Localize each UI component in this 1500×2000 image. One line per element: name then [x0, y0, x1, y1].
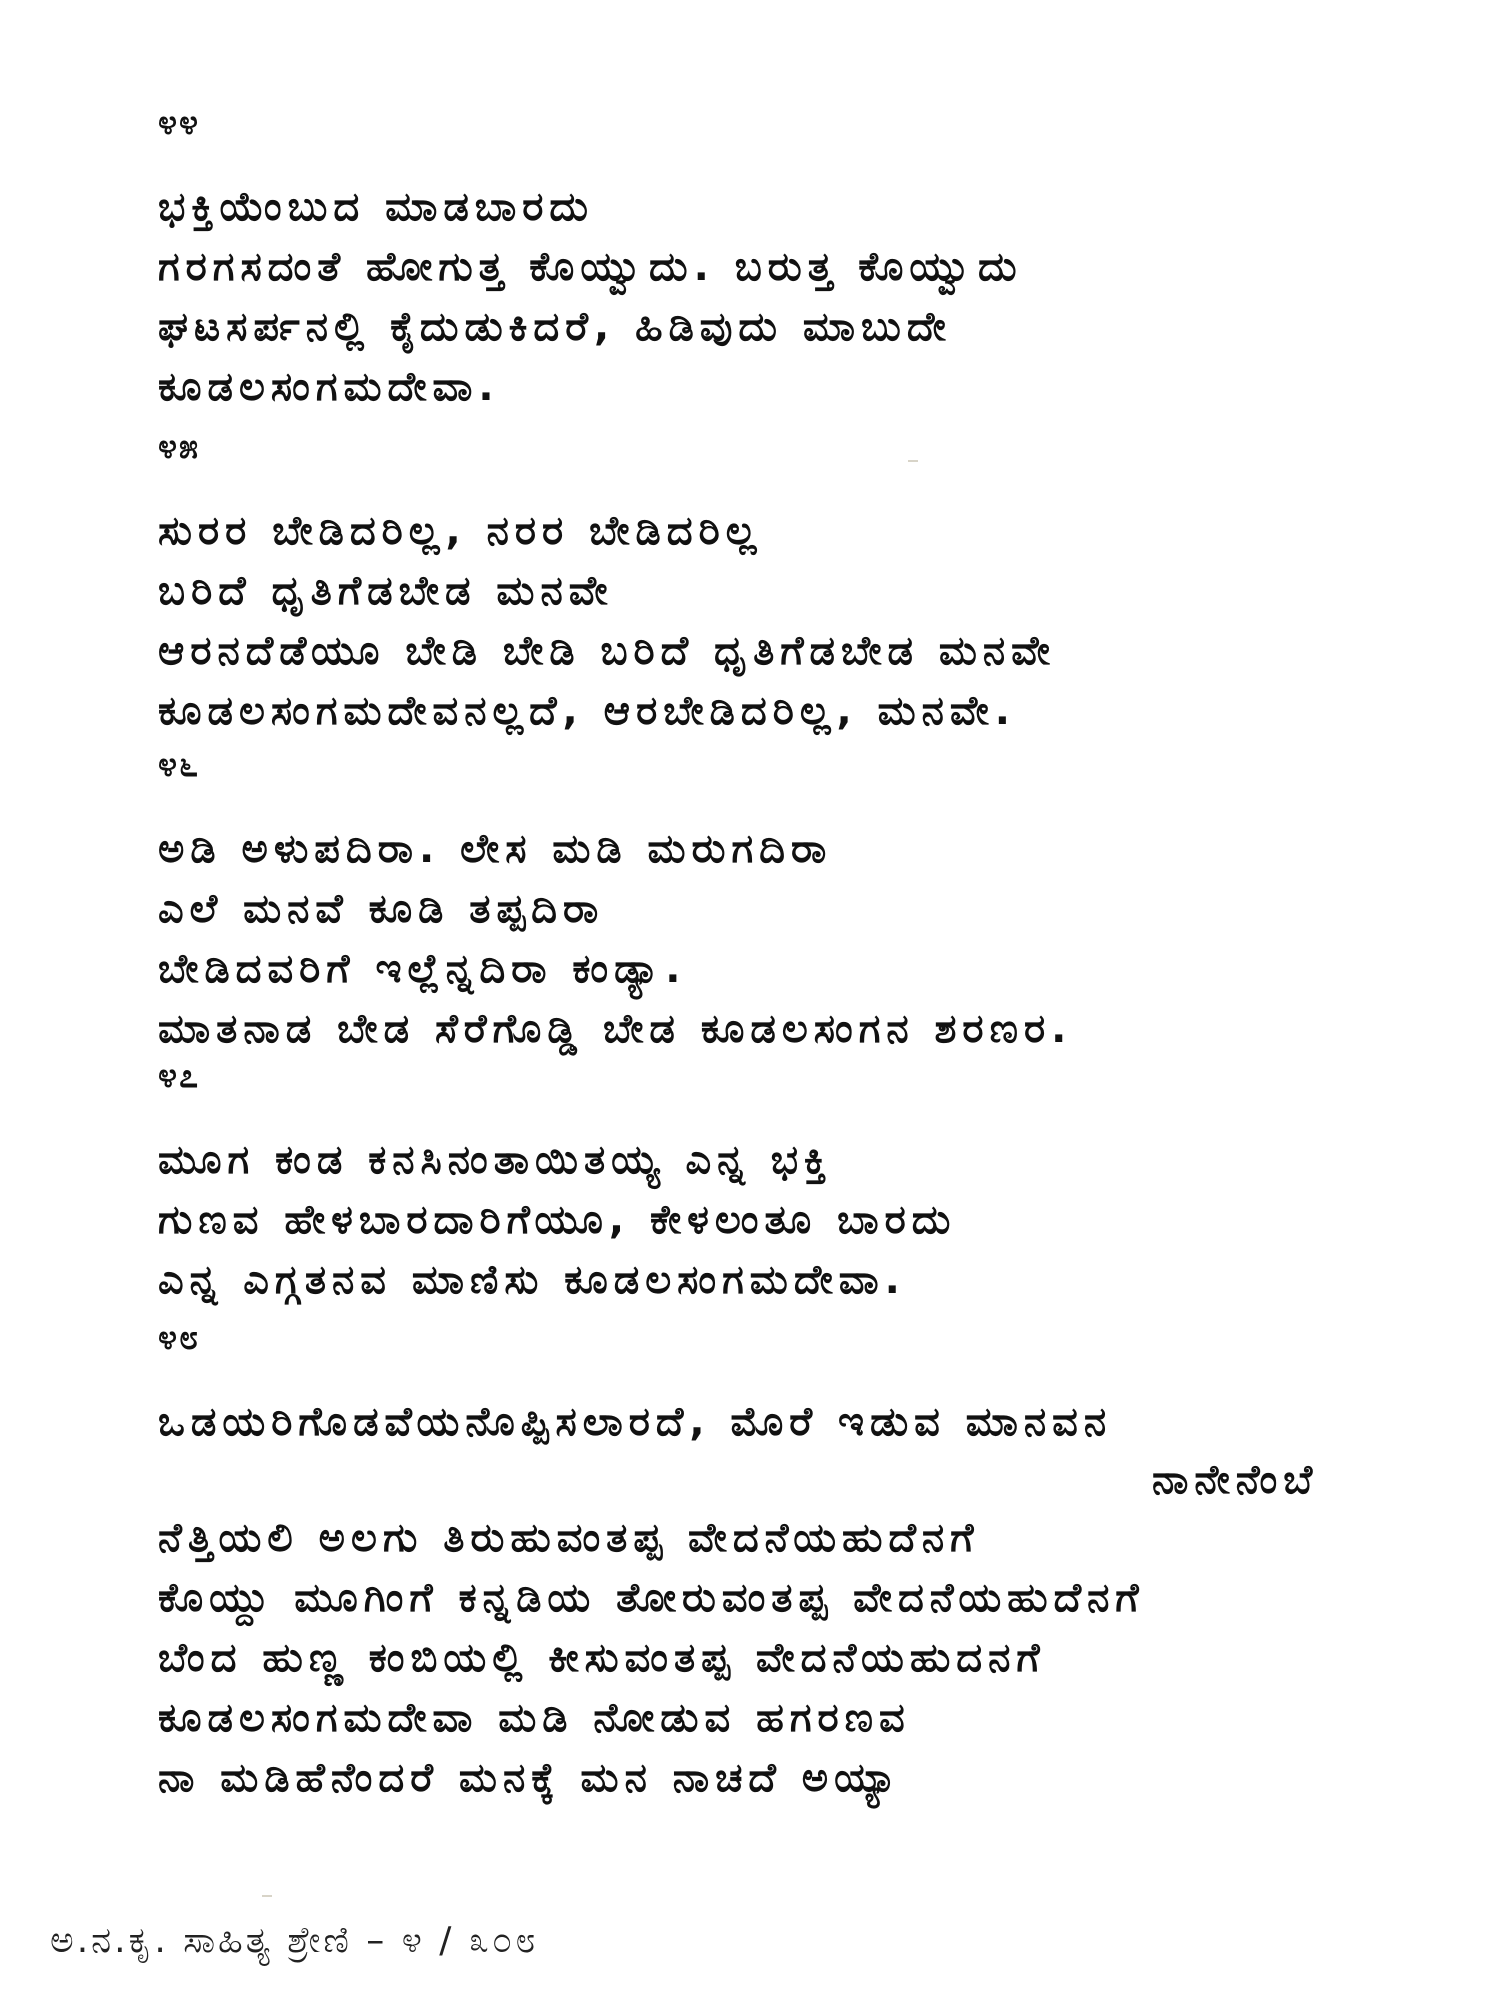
page-footer: ಅ.ನ.ಕೃ. ಸಾಹಿತ್ಯ ಶ್ರೇಣಿ – ೪ / ೩೦೮ [50, 1920, 539, 1961]
verse-number: ೪೭ [158, 1056, 201, 1096]
verse-number: ೪೬ [158, 745, 201, 785]
verse-block [158, 103, 1458, 417]
verse-line-continuation: ನಾನೇನೆಂಬೆ [1152, 1457, 1319, 1503]
verse-line: ಗರಗಸದಂತೆ ಹೋಗುತ್ತ ಕೊಯ್ವುದು. ಬರುತ್ತ ಕೊಯ್ವುದು [158, 244, 1023, 290]
verse-line: ಮೂಗ ಕಂಡ ಕನಸಿನಂತಾಯಿತಯ್ಯ ಎನ್ನ ಭಕ್ತಿ [158, 1137, 833, 1183]
scan-speck [262, 1895, 272, 1897]
verse-line: ಎನ್ನ ಎಗ್ಗತನವ ಮಾಣಿಸು ಕೂಡಲಸಂಗಮದೇವಾ. [158, 1257, 906, 1303]
verse-block [158, 745, 1458, 1059]
verse-line: ಕೂಡಲಸಂಗಮದೇವಾ ಮಡಿ ನೋಡುವ ಹಗರಣವ [158, 1695, 911, 1741]
verse-number: ೪೫ [158, 427, 201, 467]
verse-line: ಎಲೆ ಮನವೆ ಕೂಡಿ ತಪ್ಪದಿರಾ [158, 886, 605, 932]
verse-line: ಅಡಿ ಅಳುಪದಿರಾ. ಲೇಸ ಮಡಿ ಮರುಗದಿರಾ [158, 826, 833, 872]
verse-line: ನೆತ್ತಿಯಲಿ ಅಲಗು ತಿರುಹುವಂತಪ್ಪ ವೇದನೆಯಹುದೆನಗೆ [158, 1515, 980, 1561]
verse-line: ಕೂಡಲಸಂಗಮದೇವನಲ್ಲದೆ, ಆರಬೇಡಿದರಿಲ್ಲ, ಮನವೇ. [158, 688, 1016, 734]
verse-line: ಆರನದೆಡೆಯೂ ಬೇಡಿ ಬೇಡಿ ಬರಿದೆ ಧೃತಿಗೆಡಬೇಡ ಮನವೇ [158, 628, 1056, 674]
verse-line: ಗುಣವ ಹೇಳಬಾರದಾರಿಗೆಯೂ, ಕೇಳಲಂತೂ ಬಾರದು [158, 1197, 957, 1243]
verse-line: ಸುರರ ಬೇಡಿದರಿಲ್ಲ, ನರರ ಬೇಡಿದರಿಲ್ಲ [158, 508, 763, 554]
scan-speck [908, 460, 918, 462]
verse-line: ಒಡಯರಿಗೊಡವೆಯನೊಪ್ಪಿಸಲಾರದೆ, ಮೊರೆ ಇಡುವ ಮಾನವನ [158, 1399, 1113, 1445]
verse-line: ನಾ ಮಡಿಹೆನೆಂದರೆ ಮನಕ್ಕೆ ಮನ ನಾಚದೆ ಅಯ್ಯಾ [158, 1755, 903, 1801]
verse-line: ಘಟಸರ್ಪನಲ್ಲಿ ಕೈದುಡುಕಿದರೆ, ಹಿಡಿವುದು ಮಾಬುದೇ [158, 304, 952, 350]
verse-line: ಬೆಂದ ಹುಣ್ಣ ಕಂಬಿಯಲ್ಲಿ ಕೀಸುವಂತಪ್ಪ ವೇದನೆಯಹುದನಗೆ [158, 1635, 1046, 1681]
verse-line: ಬರಿದೆ ಧೃತಿಗೆಡಬೇಡ ಮನವೇ [158, 568, 614, 614]
verse-block [158, 1318, 1458, 1808]
verse-number: ೪೪ [158, 103, 201, 143]
verse-block [158, 1056, 1458, 1310]
verse-block [158, 427, 1458, 741]
verse-line: ಬೇಡಿದವರಿಗೆ ಇಲ್ಲೆನ್ನದಿರಾ ಕಂಡ್ಯಾ. [158, 946, 687, 992]
verse-line: ಭಕ್ತಿಯೆಂಬುದ ಮಾಡಬಾರದು [158, 184, 594, 230]
verse-number: ೪೮ [158, 1318, 201, 1358]
verse-line: ಕೊಯ್ದು ಮೂಗಿಂಗೆ ಕನ್ನಡಿಯ ತೋರುವಂತಪ್ಪ ವೇದನೆಯಹುದೆನಗೆ [158, 1575, 1145, 1621]
verse-line: ಮಾತನಾಡ ಬೇಡ ಸೆರೆಗೊಡ್ಡಿ ಬೇಡ ಕೂಡಲಸಂಗನ ಶರಣರ. [158, 1006, 1073, 1052]
verse-line: ಕೂಡಲಸಂಗಮದೇವಾ. [158, 364, 500, 410]
